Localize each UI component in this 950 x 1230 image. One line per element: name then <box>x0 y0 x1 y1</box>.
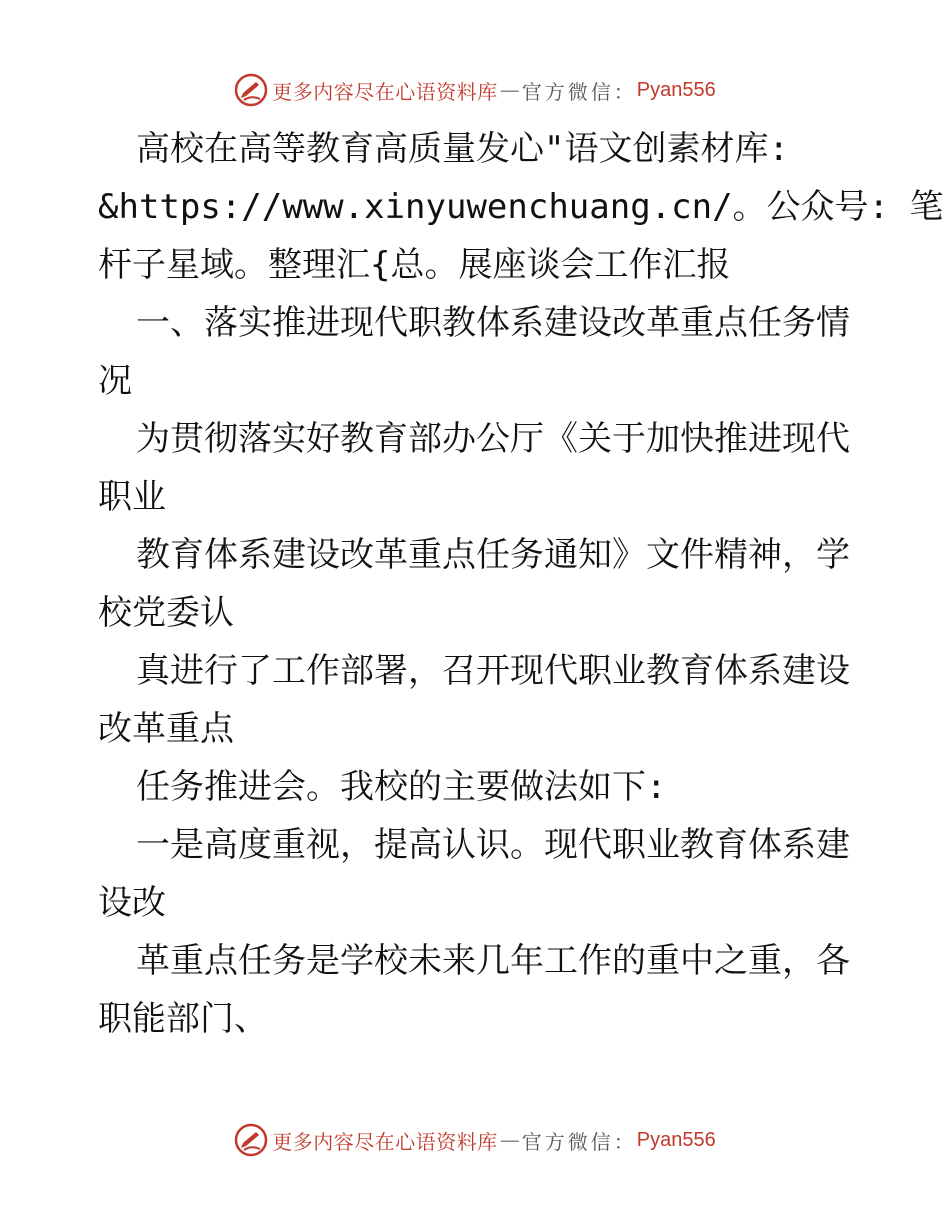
text-line: 高校在高等教育高质量发心"语文创素材库: <box>136 129 789 169</box>
text-line: &https://www.xinyuwenchuang.cn/。公众号: 笔 <box>98 187 944 227</box>
watermark-label: 官方微信： <box>521 1129 637 1154</box>
text-line: 教育体系建设改革重点任务通知》文件精神，学 <box>136 535 850 575</box>
text-line: 职业 <box>98 477 166 517</box>
watermark-separator: — <box>499 1128 520 1152</box>
text-line: 任务推进会。我校的主要做法如下: <box>136 767 667 807</box>
watermark-text: 更多内容尽在心语资料库 <box>272 79 498 104</box>
footer-watermark <box>0 1120 950 1160</box>
text-line: 一、落实推进现代职教体系建设改革重点任务情 <box>136 303 850 343</box>
watermark-label: 官方微信： <box>521 79 637 104</box>
text-line: 校党委认 <box>98 593 234 633</box>
text-line: 职能部门、 <box>98 999 268 1039</box>
watermark-id: Pyan556 <box>636 78 716 101</box>
text-line: 杆子星域。整理汇{总。展座谈会工作汇报 <box>98 245 731 285</box>
text-line: 设改 <box>98 883 166 923</box>
watermark-separator: — <box>499 78 520 102</box>
text-line: 一是高度重视，提高认识。现代职业教育体系建 <box>136 825 850 865</box>
watermark-id: Pyan556 <box>636 1128 716 1151</box>
header-watermark <box>0 70 950 110</box>
text-line: 真进行了工作部署，召开现代职业教育体系建设 <box>136 651 850 691</box>
watermark-text: 更多内容尽在心语资料库 <box>272 1129 498 1154</box>
logo-icon <box>234 73 268 107</box>
document-body <box>98 120 944 1048</box>
text-line: 革重点任务是学校未来几年工作的重中之重，各 <box>136 941 850 981</box>
text-line: 改革重点 <box>98 709 234 749</box>
text-line: 况 <box>98 361 132 401</box>
text-line: 为贯彻落实好教育部办公厅《关于加快推进现代 <box>136 419 850 459</box>
logo-icon <box>234 1123 268 1157</box>
